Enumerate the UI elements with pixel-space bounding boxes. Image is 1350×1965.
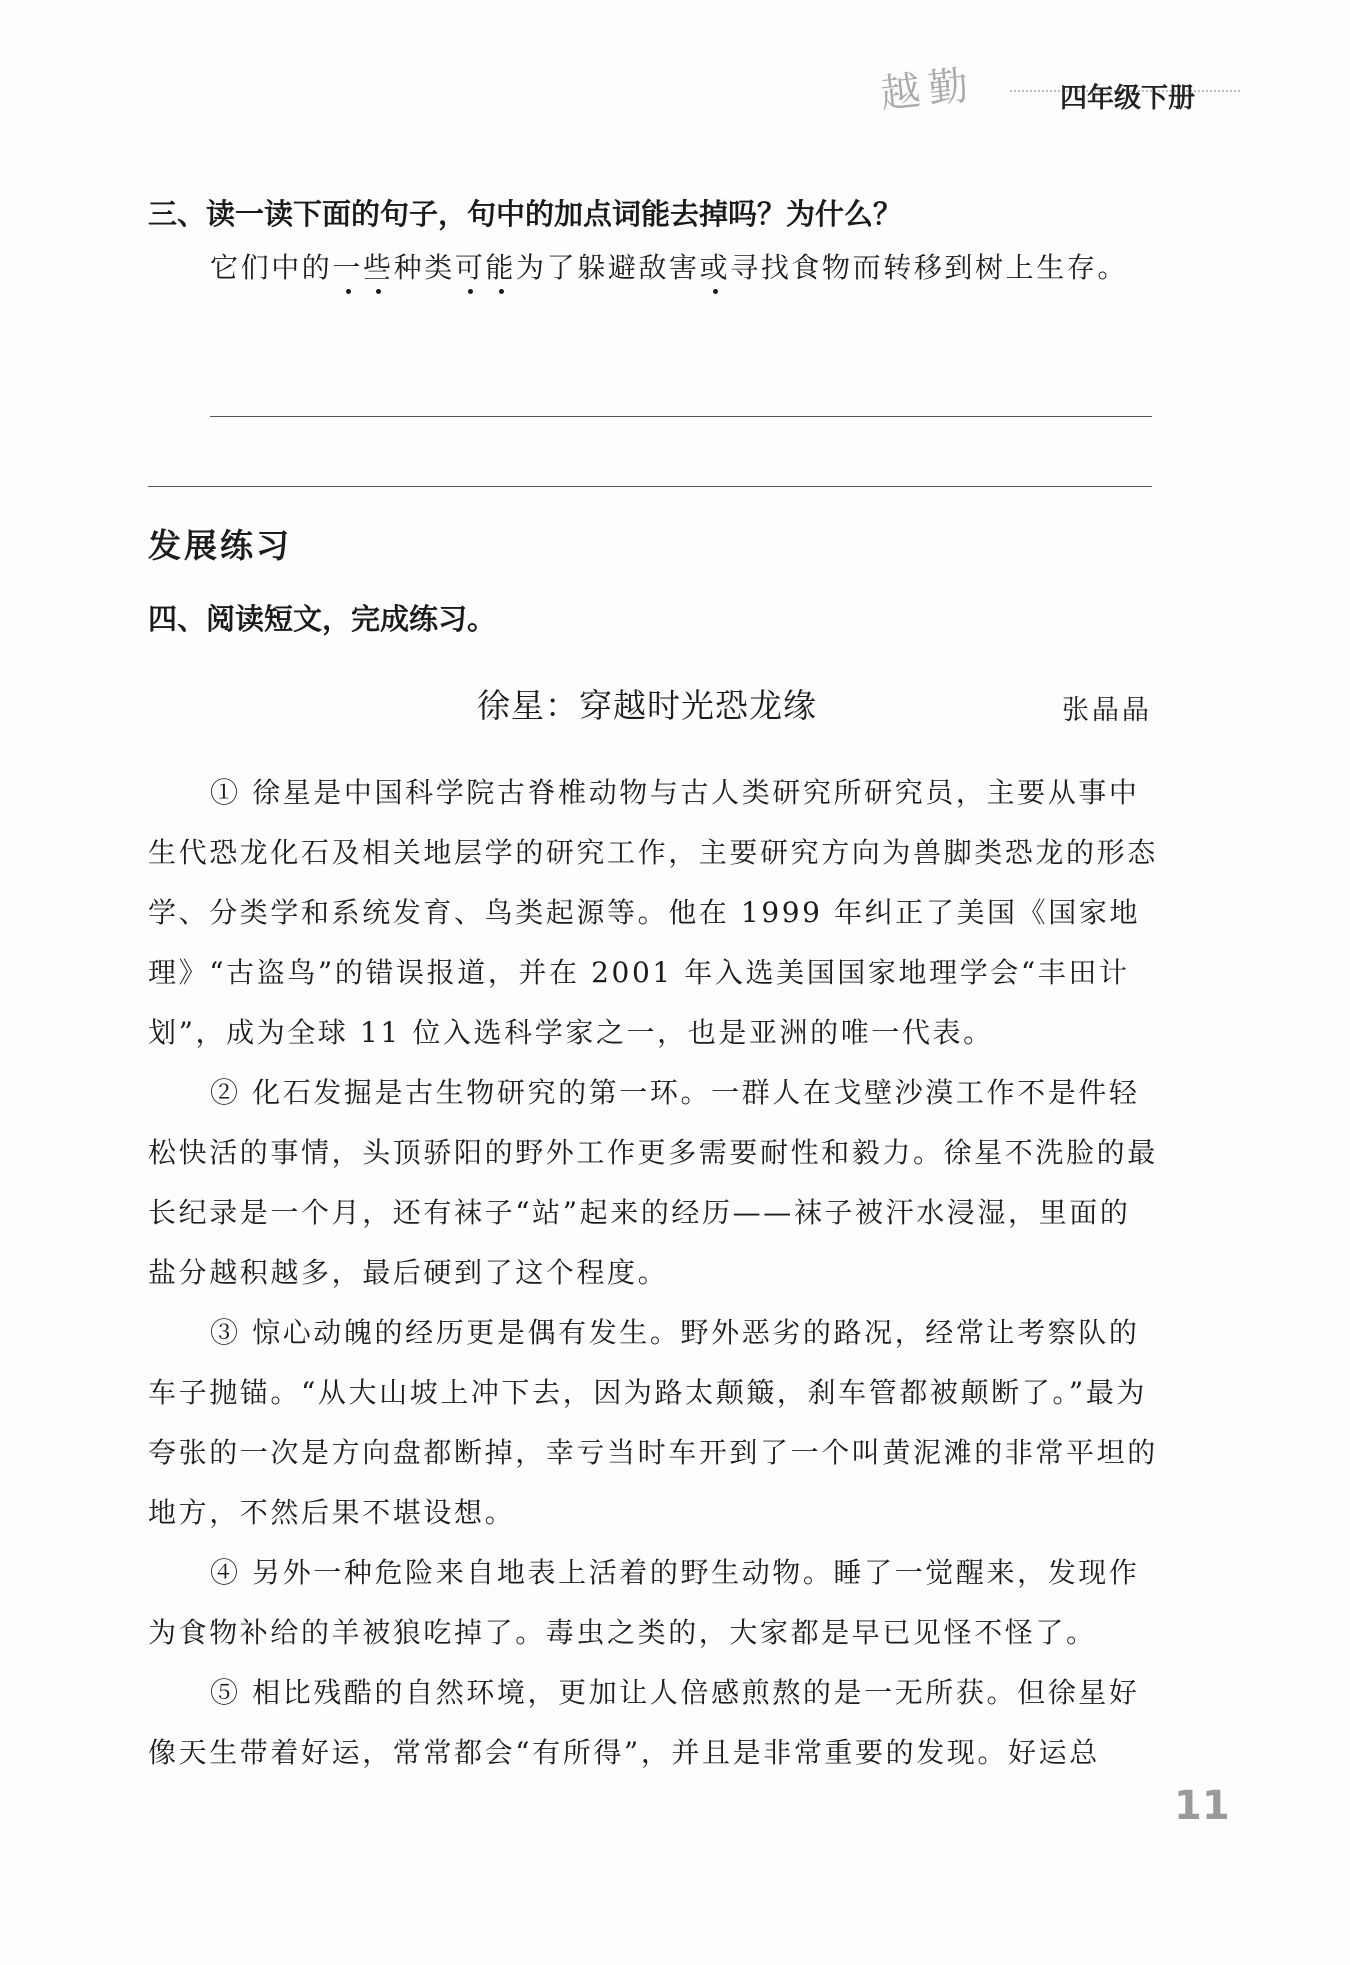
grade-label: 四年级下册 [1060,83,1195,114]
answer-line[interactable] [210,416,1152,417]
question-3-title: 三、读一读下面的句子，句中的加点词能去掉吗？为什么？ [148,197,903,231]
article-paragraph: ③ 惊心动魄的经历更是偶有发生。野外恶劣的路况，经常让考察队的车子抛锚。“从大山坡上冲下去，因为路太颠簸，刹车管都被颠断了。”最为夸张的一次是方向盘都断掉，幸亏当时车开到了一个叫黄泥滩的非常平坦的地方，不然后果不堪设想。 [148,1316,1158,1529]
emphasis-dot [376,289,381,294]
section-title: 发展练习 [148,526,292,565]
emphasized-word [455,251,516,284]
emphasized-word-text: 一些 [332,251,394,284]
article-title: 徐星：穿越时光恐龙缘 [477,686,817,725]
emphasized-word-text: 可能 [454,251,517,284]
article-paragraph: ② 化石发掘是古生物研究的第一环。一群人在戈壁沙漠工作不是件轻松快活的事情，头顶骄阳的野外工作更多需要耐性和毅力。徐星不洗脸的最长纪录是一个月，还有袜子“站”起来的经历——袜子被汗水浸湿，里面的盐分越积越多，最后硬到了这个程度。 [148,1076,1158,1289]
page-header [860,58,1260,128]
sentence-text: 寻找食物而转移到树上生存。 [730,251,1129,284]
answer-line[interactable] [148,486,1152,487]
emphasis-dot [346,289,351,294]
article-paragraph: ④ 另外一种危险来自地表上活着的野生动物。睡了一觉醒来，发现作为食物补给的羊被狼吃掉了。毒虫之类的，大家都是早已见怪不怪了。 [148,1556,1140,1649]
sentence-text: 种类 [393,251,455,284]
emphasis-dot [499,289,504,294]
emphasis-dot [468,289,473,294]
sentence-text: 为了躲避敌害 [516,251,700,284]
article-author: 张晶晶 [1062,695,1152,726]
header-decoration: 越勤 [878,62,979,118]
page-number: 11 [1174,1783,1230,1829]
sentence-text: 它们中的 [210,251,333,284]
emphasized-word-text: 或 [699,251,731,284]
emphasis-dot [713,289,718,294]
question-3-sentence [148,238,1158,298]
emphasized-word [700,251,731,284]
article-paragraph: ⑤ 相比残酷的自然环境，更加让人倍感煎熬的是一无所获。但徐星好像天生带着好运，常常都会“有所得”，并且是非常重要的发现。好运总 [148,1676,1140,1769]
article-paragraph: ① 徐星是中国科学院古脊椎动物与古人类研究所研究员，主要从事中生代恐龙化石及相关地层学的研究工作，主要研究方向为兽脚类恐龙的形态学、分类学和系统发育、鸟类起源等。他在 1999 年纠正了美国《国家地理》“古盗鸟”的错误报道，并在 2001 年入选美国国家地理学会“丰田计划”，成为全球 11 位入选科学家之一，也是亚洲的唯一代表。 [148,776,1158,1049]
emphasized-word [332,251,393,284]
question-4-title: 四、阅读短文，完成练习。 [148,602,497,636]
